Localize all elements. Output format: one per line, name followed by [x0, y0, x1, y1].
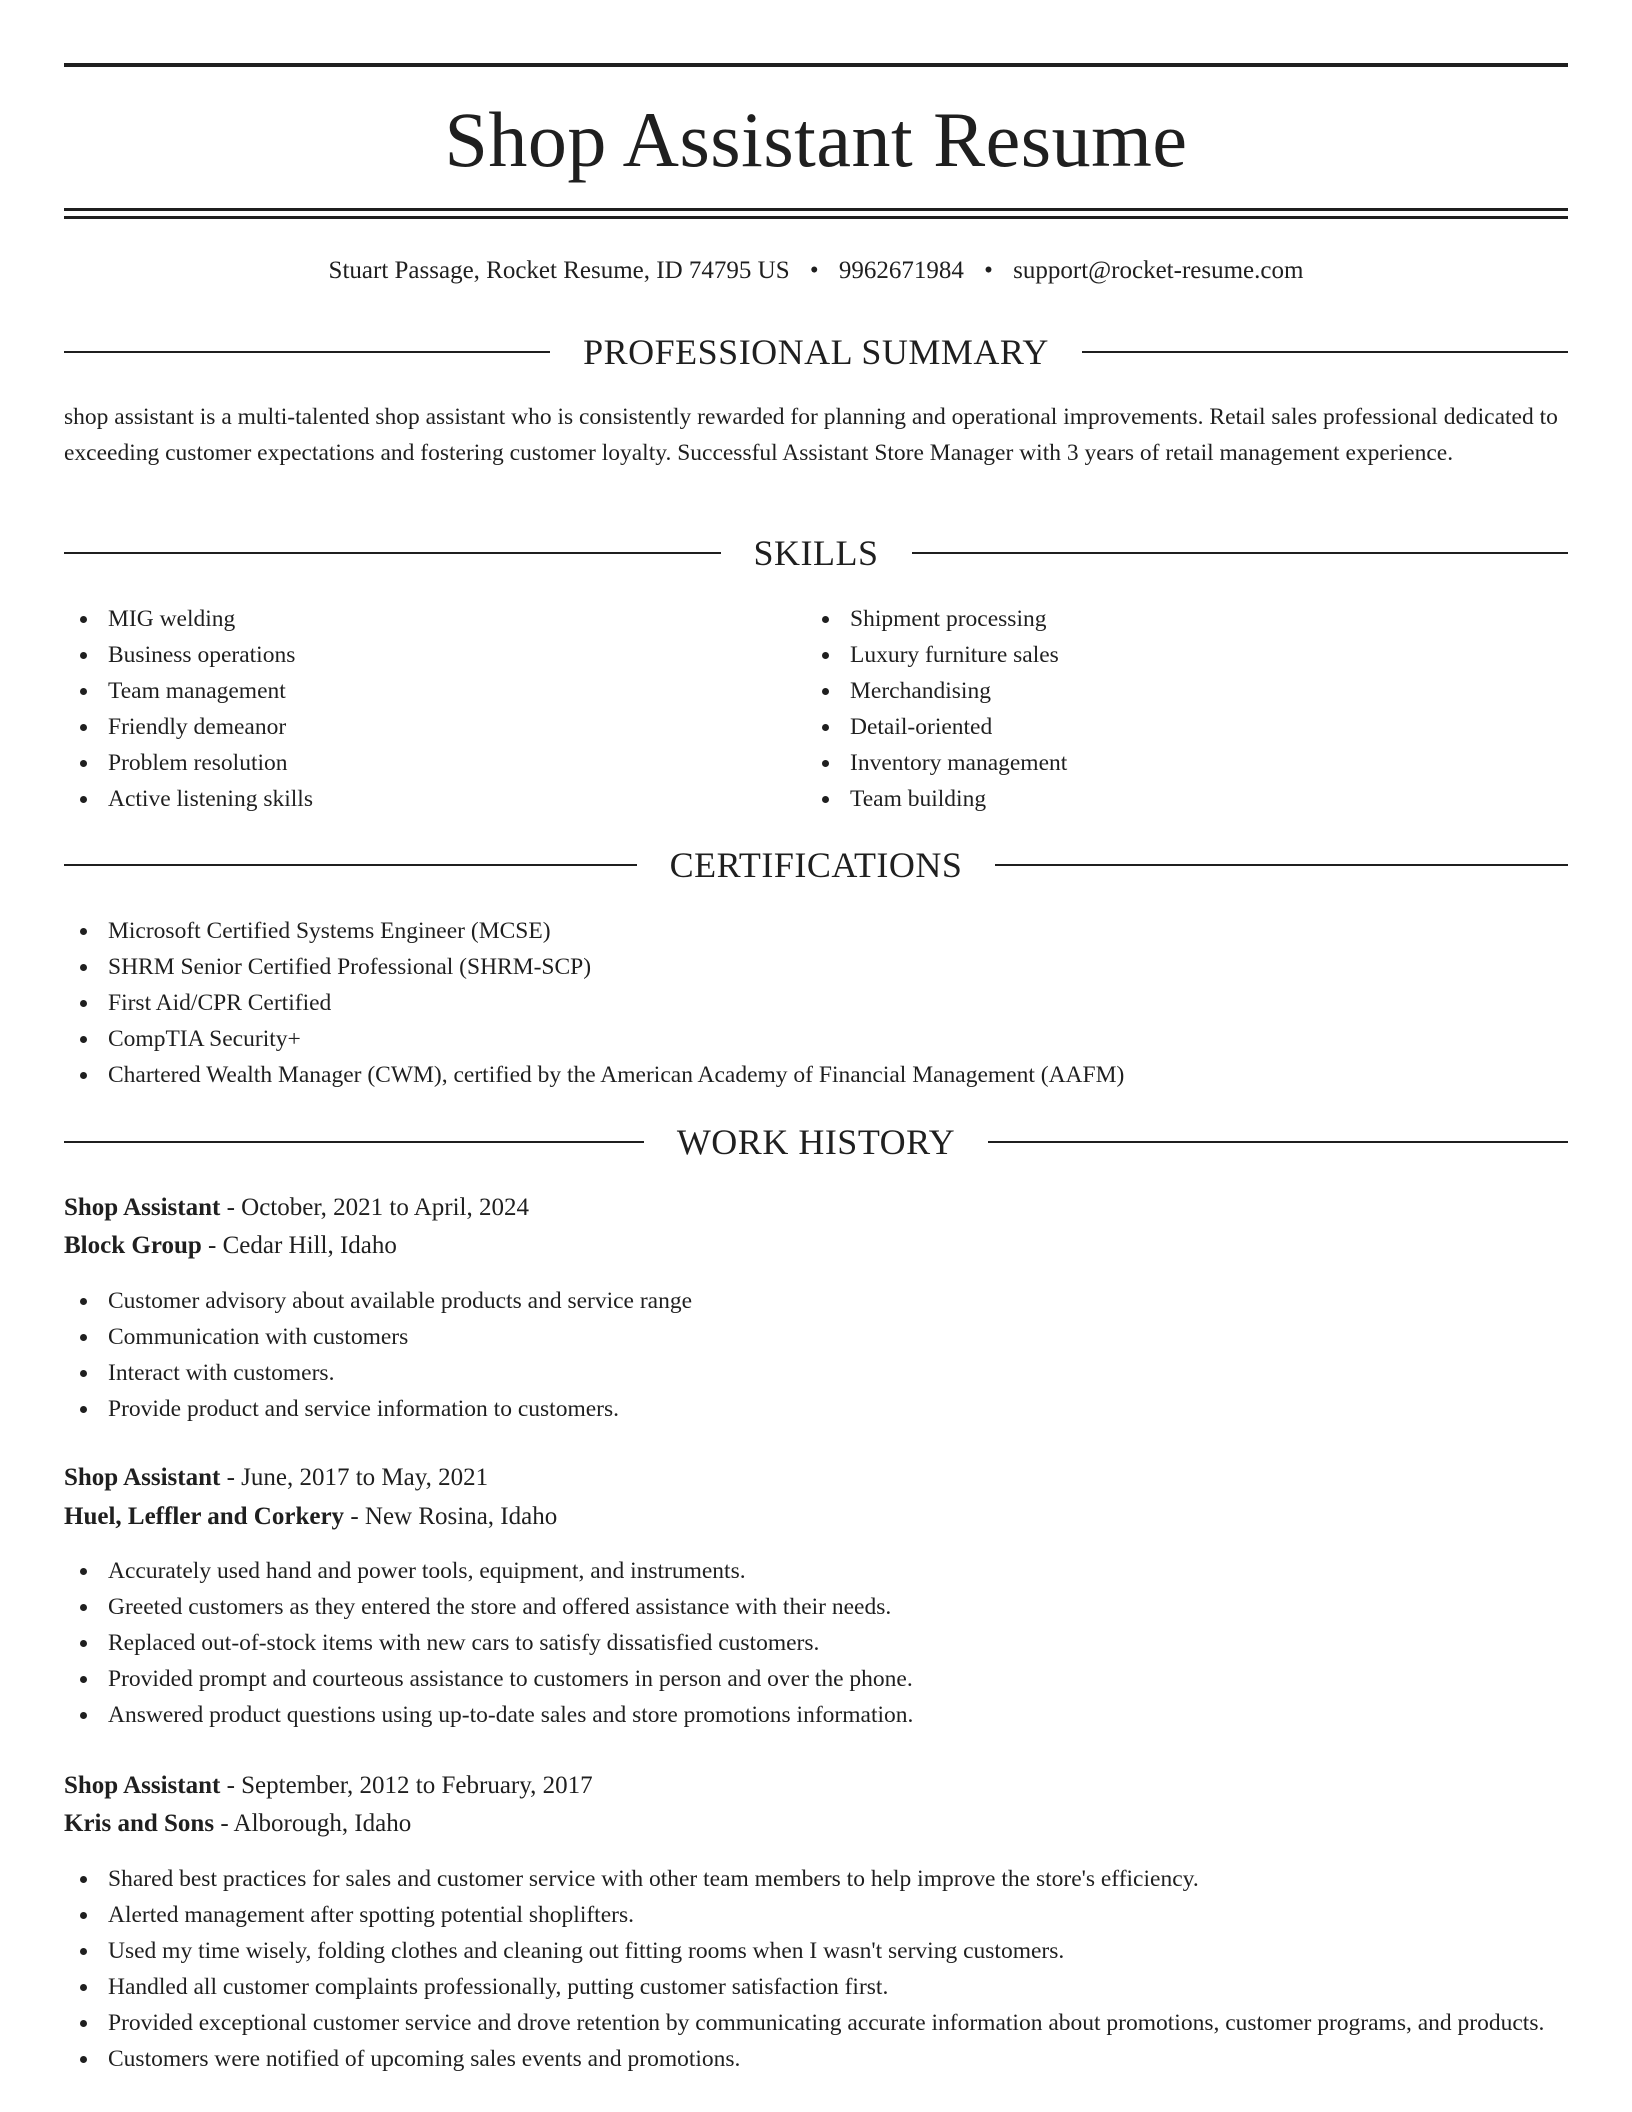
job-bullet: Accurately used hand and power tools, equipment, and instruments.: [64, 1553, 1568, 1589]
skills-heading: [64, 531, 1568, 575]
skill-item: Team building: [806, 781, 1566, 817]
work-heading-label: WORK HISTORY: [676, 1122, 956, 1162]
job-location: - Cedar Hill, Idaho: [201, 1232, 397, 1259]
skill-item: MIG welding: [64, 601, 804, 637]
job-location: - Alborough, Idaho: [214, 1810, 412, 1837]
job-bullet: Customers were notified of upcoming sales events and promotions.: [64, 2041, 1568, 2077]
job-company-line: [64, 1498, 1568, 1536]
summary-heading: [64, 330, 1568, 374]
job-company: Huel, Leffler and Corkery: [64, 1503, 345, 1530]
job-dates: - September, 2012 to February, 2017: [220, 1772, 593, 1799]
certifications-heading: [64, 843, 1568, 887]
top-rule: [64, 63, 1568, 67]
job-bullet: Customer advisory about available products and service range: [64, 1283, 1568, 1319]
skills-list-right: [806, 601, 1566, 817]
skill-item: Team management: [64, 673, 804, 709]
job-bullets: [64, 1283, 1568, 1427]
job-bullet: Interact with customers.: [64, 1355, 1568, 1391]
job-title: Shop Assistant: [64, 1464, 221, 1491]
job-bullet: Greeted customers as they entered the store and offered assistance with their needs.: [64, 1589, 1568, 1625]
job-title-line: [64, 1459, 1568, 1497]
job-bullet: Provided exceptional customer service and drove retention by communicating accurate information about promotions, customer programs, and products.: [64, 2005, 1568, 2041]
certification-item: SHRM Senior Certified Professional (SHRM-SCP): [64, 949, 1568, 985]
job-bullet: Shared best practices for sales and customer service with other team members to help improve the store's efficiency.: [64, 1861, 1568, 1897]
heading-rule-right: [995, 864, 1568, 866]
contact-phone: 9962671984: [838, 257, 964, 284]
job-bullet: Answered product questions using up-to-date sales and store promotions information.: [64, 1697, 1568, 1733]
job-dates: - October, 2021 to April, 2024: [220, 1194, 530, 1221]
skills-list-left: [64, 601, 804, 817]
contact-separator: •: [984, 257, 993, 284]
job-bullet: Alerted management after spotting potential shoplifters.: [64, 1897, 1568, 1933]
title-double-rule: [64, 208, 1568, 219]
contact-separator: •: [809, 257, 819, 284]
certifications-heading-label: CERTIFICATIONS: [669, 845, 963, 885]
contact-address: Stuart Passage, Rocket Resume, ID 74795 US: [328, 257, 790, 284]
skill-item: Merchandising: [806, 673, 1566, 709]
job-company: Kris and Sons: [64, 1810, 215, 1837]
job-bullet: Provide product and service information to customers.: [64, 1391, 1568, 1427]
job-company-line: [64, 1805, 1568, 1843]
job-title-line: [64, 1189, 1568, 1227]
contact-line: [64, 253, 1568, 289]
summary-text: shop assistant is a multi-talented shop assistant who is consistently rewarded for planning and operational improvements. Retail sales professional dedicated to exceeding customer expectations and fostering customer loyalty. Successful Assistant Store Manager with 3 years of retail management experience.: [64, 404, 1558, 466]
work-heading: [64, 1120, 1568, 1164]
job-dates: - June, 2017 to May, 2021: [220, 1464, 489, 1491]
job-title-line: [64, 1767, 1568, 1805]
certification-item: First Aid/CPR Certified: [64, 985, 1568, 1021]
job-bullet: Handled all customer complaints professionally, putting customer satisfaction first.: [64, 1969, 1568, 2005]
skill-item: Shipment processing: [806, 601, 1566, 637]
skill-item: Detail-oriented: [806, 709, 1566, 745]
certification-item: Microsoft Certified Systems Engineer (MCSE): [64, 913, 1568, 949]
job-title: Shop Assistant: [64, 1194, 221, 1221]
certification-item: Chartered Wealth Manager (CWM), certified by the American Academy of Financial Management (AAFM): [64, 1057, 1568, 1093]
skill-item: Friendly demeanor: [64, 709, 804, 745]
job-company: Block Group: [64, 1232, 202, 1259]
heading-rule-left: [64, 864, 637, 866]
heading-rule-right: [988, 1141, 1568, 1143]
contact-email: support@rocket-resume.com: [1013, 257, 1304, 284]
heading-rule-right: [912, 552, 1569, 554]
skill-item: Business operations: [64, 637, 804, 673]
job-company-line: [64, 1227, 1568, 1265]
certification-item: CompTIA Security+: [64, 1021, 1568, 1057]
heading-rule-left: [64, 351, 550, 353]
job-location: - New Rosina, Idaho: [344, 1503, 558, 1530]
job-bullets: [64, 1861, 1568, 2077]
job-bullet: Provided prompt and courteous assistance to customers in person and over the phone.: [64, 1661, 1568, 1697]
skill-item: Problem resolution: [64, 745, 804, 781]
job-bullet: Used my time wisely, folding clothes and cleaning out fitting rooms when I wasn't serving customers.: [64, 1933, 1568, 1969]
skills-heading-label: SKILLS: [753, 533, 879, 573]
job-bullet: Communication with customers: [64, 1319, 1568, 1355]
certifications-list: [64, 913, 1568, 1093]
skill-item: Inventory management: [806, 745, 1566, 781]
resume-title: Shop Assistant Resume: [444, 96, 1188, 183]
job-title: Shop Assistant: [64, 1772, 221, 1799]
summary-heading-label: PROFESSIONAL SUMMARY: [583, 332, 1049, 372]
skill-item: Luxury furniture sales: [806, 637, 1566, 673]
skill-item: Active listening skills: [64, 781, 804, 817]
heading-rule-left: [64, 1141, 644, 1143]
job-bullet: Replaced out-of-stock items with new cars to satisfy dissatisfied customers.: [64, 1625, 1568, 1661]
heading-rule-left: [64, 552, 721, 554]
heading-rule-right: [1082, 351, 1568, 353]
job-bullets: [64, 1553, 1568, 1733]
